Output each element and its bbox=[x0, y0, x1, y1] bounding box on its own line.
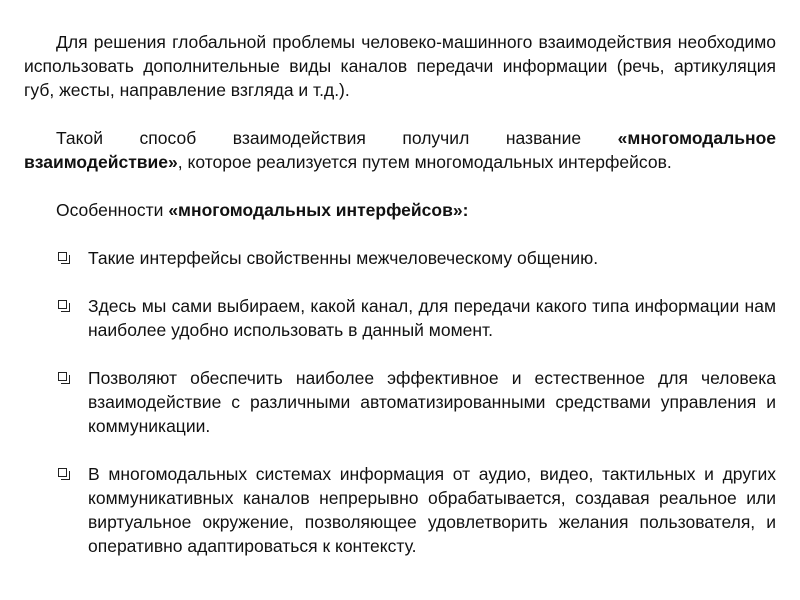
slide-content bbox=[24, 30, 776, 582]
checkbox-bullet-icon bbox=[58, 300, 67, 309]
checkbox-bullet-icon bbox=[58, 252, 67, 261]
list-item bbox=[24, 366, 776, 438]
features-heading-term: «многомодальных интерфейсов»: bbox=[168, 200, 469, 220]
list-item-text: Позволяют обеспечить наиболее эффективное и естественное для человека взаимодействие с различными автоматизированными средствами управления и коммуникации. bbox=[88, 368, 776, 436]
list-item bbox=[24, 462, 776, 558]
definition-term: «многомодальное взаимодействие» bbox=[24, 128, 776, 172]
list-item-text: Здесь мы сами выбираем, какой канал, для передачи какого типа информации нам наиболее удобно использовать в данный момент. bbox=[88, 296, 776, 340]
list-item bbox=[24, 246, 776, 270]
definition-text-start: Такой способ взаимодействия получил название bbox=[56, 128, 618, 148]
checkbox-bullet-icon bbox=[58, 468, 67, 477]
definition-paragraph bbox=[24, 126, 776, 174]
list-item-text: Такие интерфейсы свойственны межчеловеческому общению. bbox=[88, 248, 599, 268]
definition-text-end: , которое реализуется путем многомодальных интерфейсов. bbox=[177, 152, 672, 172]
features-heading bbox=[24, 198, 776, 222]
checkbox-bullet-icon bbox=[58, 372, 67, 381]
list-item-text: В многомодальных системах информация от аудио, видео, тактильных и других коммуникативных каналов непрерывно обрабатывается, создавая реальное или виртуальное окружение, позволяющее удовлетворить желания пользователя, и оперативно адаптироваться к контексту. bbox=[88, 464, 776, 556]
features-list bbox=[24, 246, 776, 558]
intro-paragraph: Для решения глобальной проблемы человеко-машинного взаимодействия необходимо использовать дополнительные виды каналов передачи информации (речь, артикуляция губ, жесты, направление взгляда и т.д.). bbox=[24, 32, 776, 100]
features-heading-text: Особенности bbox=[56, 200, 169, 220]
list-item bbox=[24, 294, 776, 342]
